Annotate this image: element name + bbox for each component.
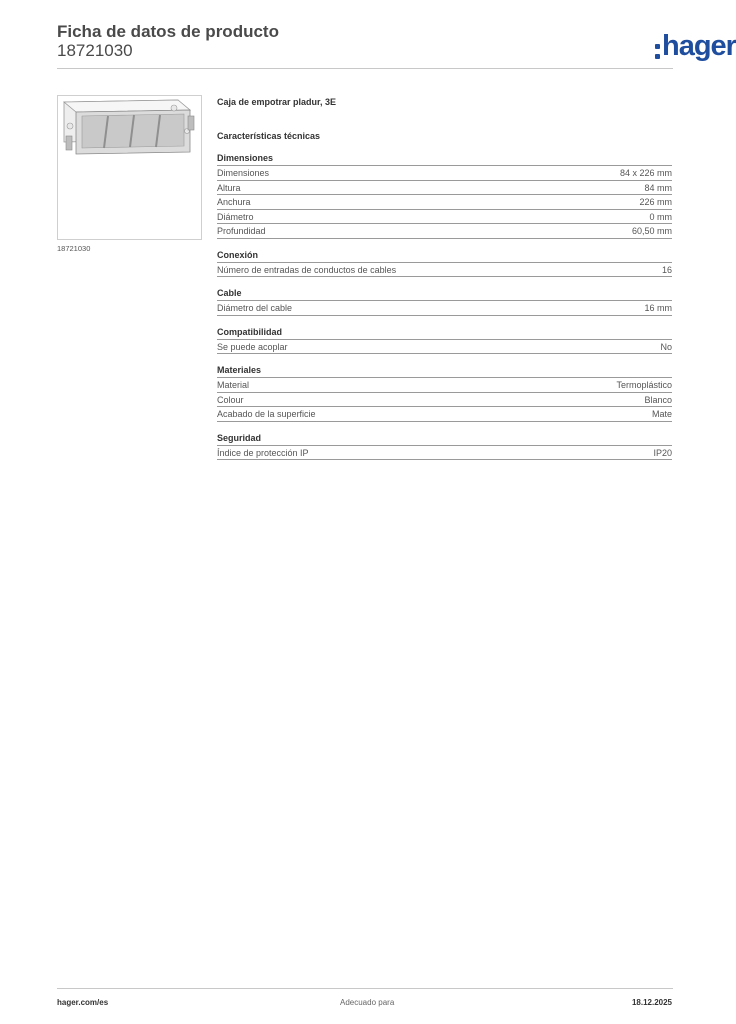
spec-value: Blanco [644, 394, 672, 405]
spec-row [217, 340, 672, 355]
product-image-caption: 18721030 [57, 244, 91, 253]
spec-group-compatibilidad [217, 326, 672, 355]
spec-group-seguridad [217, 432, 672, 461]
specifications [217, 96, 672, 470]
footer-divider [57, 988, 673, 989]
header-divider [57, 68, 673, 69]
spec-value: 16 [661, 264, 672, 275]
spec-value: No [660, 341, 672, 352]
group-title: Materiales [217, 364, 672, 378]
spec-label: Profundidad [217, 226, 266, 236]
technical-characteristics-heading: Características técnicas [217, 131, 321, 141]
footer-date: 18.12.2025 [631, 998, 672, 1007]
footer-suitable-for: Adecuado para [340, 998, 395, 1007]
page-header [57, 20, 736, 68]
spec-row [217, 393, 672, 408]
spec-value: Mate [651, 409, 672, 419]
spec-label: Número de entradas de conductos de cables [217, 264, 397, 275]
spec-value: 16 mm [644, 303, 672, 313]
spec-group-cable [217, 287, 672, 316]
group-title: Seguridad [217, 432, 672, 446]
spec-label: Colour [217, 394, 244, 405]
spec-row [217, 166, 672, 181]
product-name: Caja de empotrar pladur, 3E [217, 97, 337, 107]
flush-box-illustration [58, 96, 201, 239]
spec-row [217, 378, 672, 393]
spec-group-dimensiones [217, 152, 672, 239]
spec-row [217, 263, 672, 278]
document-title: Ficha de datos de producto [57, 22, 279, 41]
spec-group-conexion [217, 249, 672, 278]
spec-row [217, 195, 672, 210]
spec-label: Diámetro [217, 211, 254, 222]
group-title: Compatibilidad [217, 326, 672, 340]
group-title: Conexión [217, 249, 672, 263]
spec-row [217, 407, 672, 422]
footer-website-link[interactable]: hager.com/es [57, 998, 109, 1007]
logo-text: hager [662, 30, 736, 62]
document-number: 18721030 [57, 41, 133, 60]
spec-value: 0 mm [649, 211, 672, 222]
spec-group-materiales [217, 364, 672, 422]
spec-value: 60,50 mm [631, 226, 672, 236]
product-image [57, 95, 202, 240]
spec-label: Altura [217, 182, 241, 193]
spec-label: Acabado de la superficie [217, 409, 316, 419]
spec-label: Dimensiones [217, 168, 270, 178]
spec-row [217, 210, 672, 225]
spec-label: Anchura [217, 197, 251, 207]
logo-dots-icon [655, 44, 660, 60]
spec-value: IP20 [653, 447, 672, 458]
spec-row [217, 224, 672, 239]
spec-row [217, 446, 672, 461]
spec-value: 84 mm [644, 182, 672, 193]
spec-label: Diámetro del cable [217, 303, 293, 313]
spec-value: 84 x 226 mm [619, 168, 672, 178]
group-title: Dimensiones [217, 152, 672, 166]
spec-row [217, 301, 672, 316]
spec-value: 226 mm [639, 197, 672, 207]
spec-value: Termoplástico [616, 380, 672, 390]
spec-label: Índice de protección IP [217, 447, 309, 458]
spec-label: Se puede acoplar [217, 341, 288, 352]
group-title: Cable [217, 287, 672, 301]
spec-label: Material [217, 380, 250, 390]
spec-row [217, 181, 672, 196]
